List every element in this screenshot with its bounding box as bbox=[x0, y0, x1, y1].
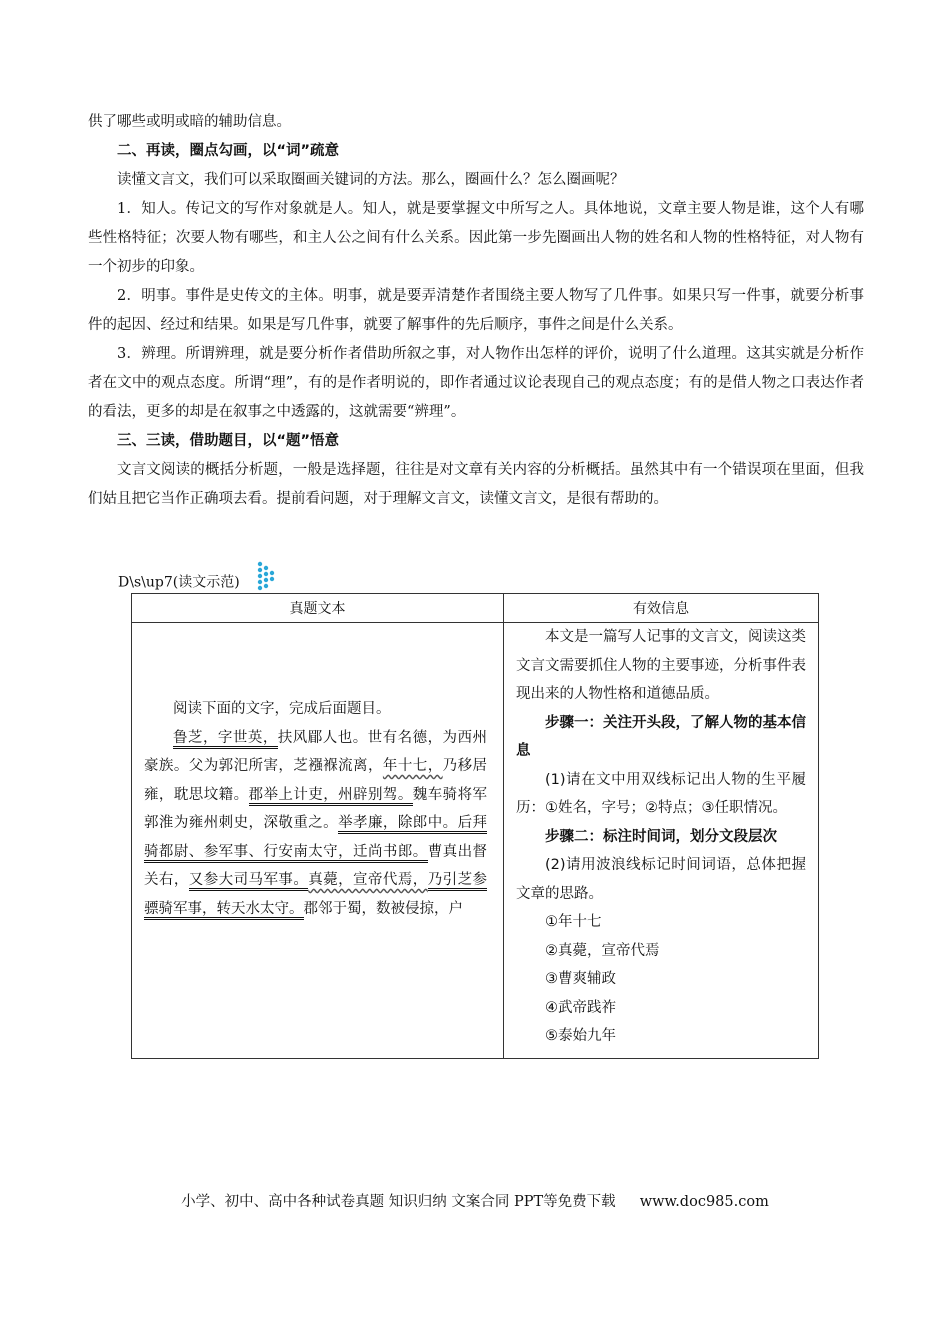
step1-question: (1)请在文中用双线标记出人物的生平履历：①姓名，字号；②特点；③任职情况。 bbox=[516, 771, 806, 816]
footer-url[interactable]: www.doc985.com bbox=[639, 1194, 769, 1210]
list-item: ②真薨，宣帝代焉 bbox=[545, 942, 660, 959]
para-reason: 3．辨理。所谓辨理，就是要分析作者借助所叙之事，对人物作出怎样的评价，说明了什么道理。这其实就是分析作者在文中的观点态度。所谓“理”，有的是作者明说的，即作者通过议论表现自己的观点态度；有的是借人物之口表达作者的看法，更多的却是在叙事之中透露的，这就需要“辨理”。 bbox=[88, 346, 864, 420]
table-header-info: 有效信息 bbox=[504, 594, 819, 623]
list-item: ⑤泰始九年 bbox=[545, 1028, 616, 1044]
section-heading-2: 二、再读，圈点勾画，以“词”疏意 bbox=[117, 143, 340, 159]
info-intro: 本文是一篇写人记事的文言文，阅读这类文言文需要抓住人物的主要事迹，分析事件表现出来的人物性格和道德品质。 bbox=[516, 629, 806, 702]
mark-office-2: 举孝廉，除郎中。后拜骑都尉、参军事、行安南太守，迁尚书郎。 bbox=[144, 815, 487, 863]
demo-label-text: D\s\up7(读文示范) bbox=[118, 574, 240, 591]
mark-office-3: 又参大司马军事。 bbox=[189, 872, 308, 891]
step2-question: (2)请用波浪线标记时间词语，总体把握文章的思路。 bbox=[516, 857, 806, 902]
demo-label bbox=[118, 560, 278, 590]
list-item: ①年十七 bbox=[545, 914, 602, 930]
article-body bbox=[88, 108, 864, 514]
instruction-text: 阅读下面的文字，完成后面题目。 bbox=[173, 701, 391, 717]
page-footer bbox=[0, 1190, 950, 1211]
mark-time-2: 真薨，宣帝代焉， bbox=[308, 872, 428, 888]
mark-office-4: 乃引芝参骠骑军事，转天水太守。 bbox=[144, 872, 487, 920]
para-read-intro: 读懂文言文，我们可以采取圈画关键词的方法。那么，圈画什么？怎么圈画呢？ bbox=[117, 172, 625, 188]
mark-time-1: 年十七， bbox=[382, 758, 443, 774]
list-item: ③曹爽辅政 bbox=[545, 971, 616, 987]
passage-text: 曹真出督关右， bbox=[144, 843, 487, 888]
info-cell bbox=[504, 623, 819, 1059]
section-heading-3: 三、三读，借助题目，以“题”悟意 bbox=[117, 433, 340, 449]
step2-title: 步骤二：标注时间词，划分文段层次 bbox=[545, 828, 777, 845]
passage-text: 乃移居雍，耽思坟籍。 bbox=[144, 758, 488, 803]
mark-name: 鲁芝，字世英， bbox=[173, 730, 278, 749]
para-continuation: 供了哪些或明或暗的辅助信息。 bbox=[88, 114, 291, 130]
source-text-cell bbox=[132, 623, 504, 1059]
list-item: ④武帝践祚 bbox=[545, 999, 616, 1016]
para-know-person: 1．知人。传记文的写作对象就是人。知人，就是要掌握文中所写之人。具体地说，文章主要人物是谁，这个人有哪些性格特征；次要人物有哪些，和主人公之间有什么关系。因此第一步先圈画出人物的姓名和人物的性格特征，对人物有一个初步的印象。 bbox=[88, 201, 864, 275]
step1-title: 步骤一：关注开头段，了解人物的基本信息 bbox=[516, 714, 806, 759]
demo-table bbox=[131, 593, 819, 1059]
table-header-source: 真题文本 bbox=[132, 594, 504, 623]
passage-text: 魏车骑将军郭淮为雍州刺史，深敬重之。 bbox=[144, 786, 488, 831]
para-know-event: 2．明事。事件是史传文的主体。明事，就是要弄清楚作者围绕主要人物写了几件事。如果只写一件事，就要分析事件的起因、经过和结果。如果是写几件事，就要了解事件的先后顺序，事件之间是什么关系。 bbox=[88, 288, 864, 333]
mark-office-1: 郡举上计吏，州辟别驾。 bbox=[249, 787, 413, 806]
footer-text: 小学、初中、高中各种试卷真题 知识归纳 文案合同 PPT等免费下载 bbox=[181, 1194, 616, 1210]
passage-text: 郡邻于蜀，数被侵掠，户 bbox=[303, 900, 463, 917]
source-passage bbox=[144, 724, 487, 924]
passage-text: 扶风郿人也。世有名德，为西州豪族。父为郭汜所害，芝襁褓流离， bbox=[144, 729, 488, 774]
para-questions: 文言文阅读的概括分析题，一般是选择题，往往是对文章有关内容的分析概括。虽然其中有一个错误项在里面，但我们姑且把它当作正确项去看。提前看问题，对于理解文言文，读懂文言文，是很有帮助的。 bbox=[88, 462, 864, 507]
